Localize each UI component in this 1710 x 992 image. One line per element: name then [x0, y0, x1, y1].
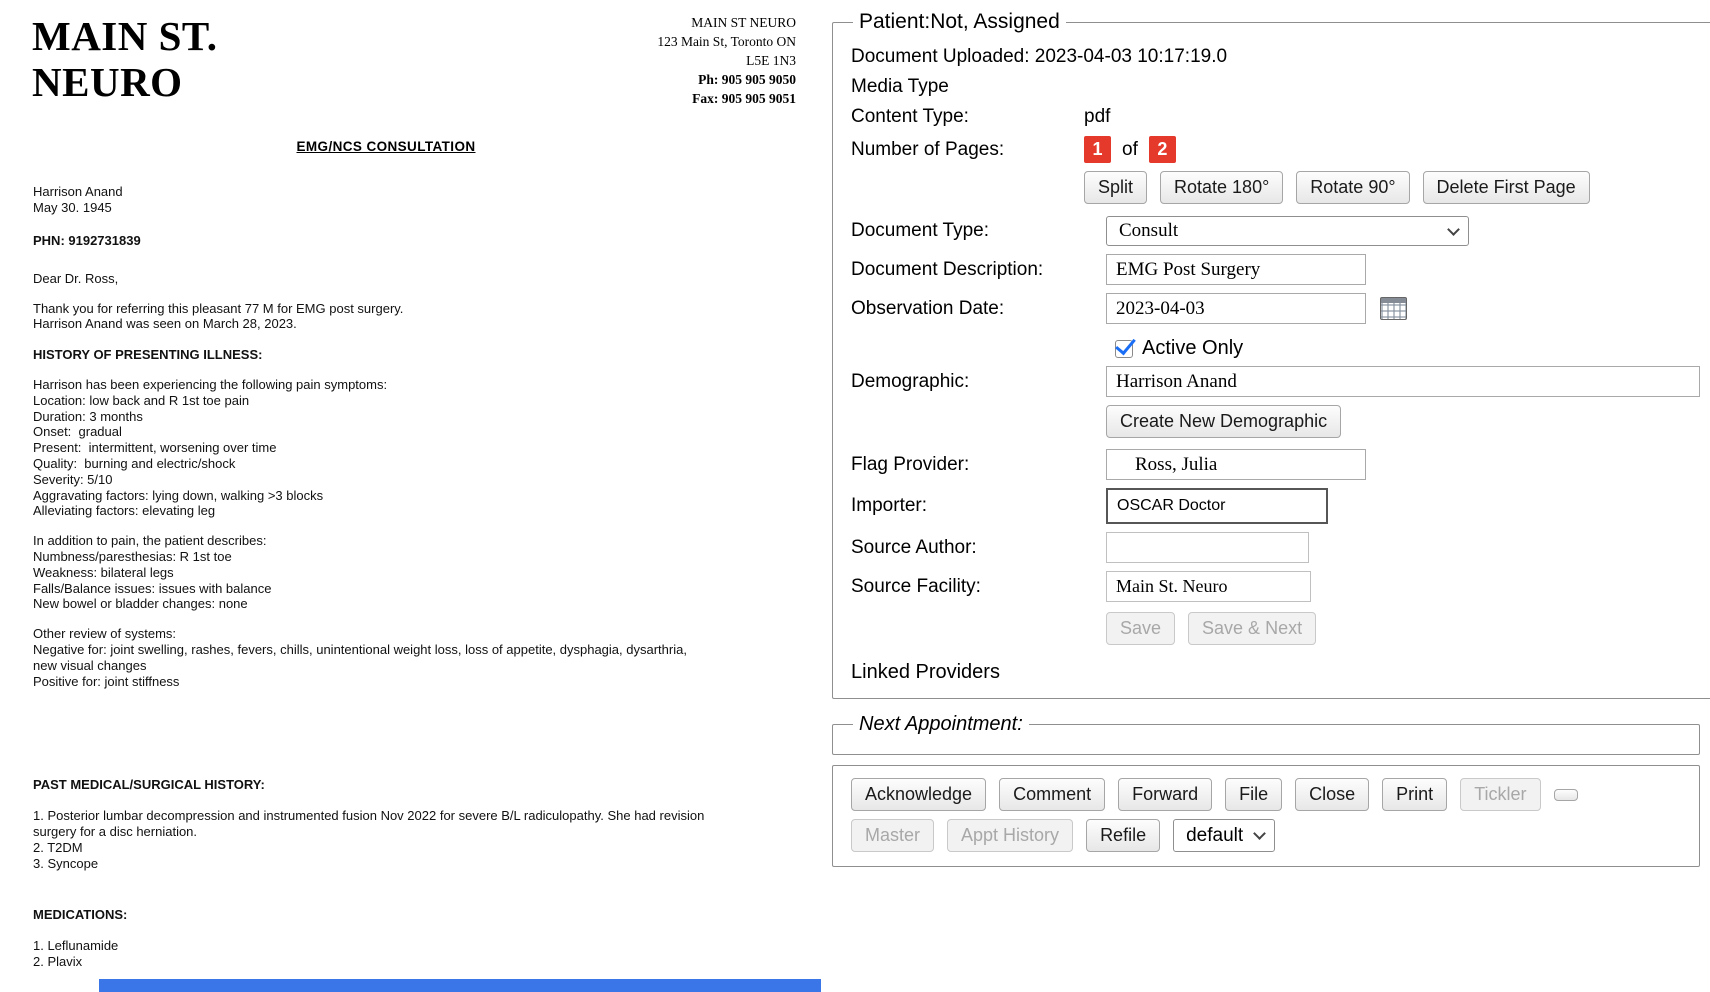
doc-line: Harrison Anand was seen on March 28, 2023. — [33, 316, 297, 332]
delete-first-page-button[interactable]: Delete First Page — [1423, 171, 1590, 204]
clinic-address — [657, 14, 796, 71]
doc-line: 2. T2DM — [33, 839, 83, 855]
clinic-logo-line: MAIN ST. — [32, 13, 218, 59]
observation-date-row — [851, 293, 1700, 324]
source-facility-input[interactable] — [1106, 571, 1311, 602]
active-only-row — [1115, 337, 1700, 360]
master-button[interactable]: Master — [851, 819, 934, 852]
close-button[interactable]: Close — [1295, 778, 1369, 811]
clinic-logo — [32, 14, 217, 106]
linked-providers-label: Linked Providers — [851, 661, 1000, 683]
doc-line: Alleviating factors: elevating leg — [33, 503, 216, 519]
doc-line: Duration: 3 months — [33, 408, 143, 424]
document-title-row — [0, 138, 772, 156]
page-2-badge[interactable]: 2 — [1149, 136, 1176, 163]
document-body — [0, 156, 826, 969]
letterhead — [0, 0, 826, 108]
doc-line: In addition to pain, the patient describes: — [33, 533, 267, 549]
active-only-checkbox[interactable] — [1115, 340, 1133, 358]
source-author-label: Source Author: — [851, 536, 977, 558]
source-author-row — [851, 532, 1700, 563]
page-1-badge[interactable]: 1 — [1084, 136, 1111, 163]
chevron-down-icon — [1447, 223, 1460, 236]
patient-legend: Patient:Not, Assigned — [859, 10, 1060, 33]
doc-line: Positive for: joint stiffness — [33, 673, 180, 689]
demographic-label: Demographic: — [851, 370, 970, 392]
actions-row-1 — [851, 778, 1685, 811]
clinic-phone: Ph: 905 905 9050 — [698, 71, 796, 87]
rotate-90-button[interactable]: Rotate 90° — [1296, 171, 1409, 204]
doc-line: Harrison has been experiencing the following pain symptoms: — [33, 377, 388, 393]
refile-default-value: default — [1186, 824, 1244, 846]
source-facility-label: Source Facility: — [851, 575, 981, 597]
clinic-fax: Fax: 905 905 9051 — [692, 90, 796, 106]
appt-history-button[interactable]: Appt History — [947, 819, 1073, 852]
doc-line: Falls/Balance issues: issues with balance — [33, 580, 272, 596]
media-type-row — [851, 76, 1700, 98]
doc-line: Negative for: joint swelling, rashes, fevers, chills, unintentional weight loss, loss of appetite, dysphagia, dysarthria, new visual changes — [33, 641, 691, 673]
source-author-input[interactable] — [1106, 532, 1309, 563]
clinic-address-line: MAIN ST NEURO — [691, 15, 796, 30]
rotate-180-button[interactable]: Rotate 180° — [1160, 171, 1283, 204]
pmh-heading: PAST MEDICAL/SURGICAL HISTORY: — [33, 777, 265, 793]
doc-line: Present: intermittent, worsening over time — [33, 440, 277, 456]
patient-block — [33, 184, 711, 216]
document-description-label: Document Description: — [851, 258, 1044, 280]
document-title: EMG/NCS CONSULTATION — [296, 139, 476, 155]
document-type-label: Document Type: — [851, 220, 990, 241]
content-type-label: Content Type: — [851, 106, 969, 127]
observation-date-label: Observation Date: — [851, 297, 1005, 319]
clipped-button[interactable] — [1554, 789, 1578, 801]
next-appointment-legend: Next Appointment: — [859, 713, 1023, 735]
flag-provider-input[interactable] — [1106, 449, 1366, 480]
observation-date-input[interactable] — [1106, 293, 1366, 324]
tickler-button[interactable]: Tickler — [1460, 778, 1540, 811]
clinic-logo-line: NEURO — [32, 58, 183, 105]
doc-line: Numbness/paresthesias: R 1st toe — [33, 549, 232, 564]
medications-block — [33, 938, 711, 970]
document-panel — [832, 10, 1700, 867]
hpi-heading: HISTORY OF PRESENTING ILLNESS: — [33, 347, 263, 363]
doc-line: Onset: gradual — [33, 424, 122, 440]
review-of-systems-block — [33, 626, 711, 689]
patient-fieldset — [832, 10, 1710, 699]
actions-row-2 — [851, 819, 1685, 852]
create-demographic-row — [1106, 405, 1700, 438]
refile-default-select[interactable] — [1173, 819, 1275, 852]
comment-button[interactable]: Comment — [999, 778, 1105, 811]
save-button[interactable]: Save — [1106, 612, 1175, 645]
doc-line: Location: low back and R 1st toe pain — [33, 392, 250, 408]
source-facility-row — [851, 571, 1700, 602]
doc-line: Quality: burning and electric/shock — [33, 456, 236, 472]
print-button[interactable]: Print — [1382, 778, 1447, 811]
doc-line: Other review of systems: — [33, 626, 177, 642]
doc-line: Severity: 5/10 — [33, 471, 113, 487]
document-type-row — [851, 216, 1700, 246]
page-actions-row — [1084, 171, 1700, 204]
doc-line: New bowel or bladder changes: none — [33, 596, 248, 612]
pages-of-text: of — [1122, 138, 1138, 160]
doc-line: May 30. 1945 — [33, 200, 112, 216]
document-description-input[interactable] — [1106, 254, 1366, 285]
forward-button[interactable]: Forward — [1118, 778, 1212, 811]
importer-row — [851, 488, 1700, 524]
create-new-demographic-button[interactable]: Create New Demographic — [1106, 405, 1341, 438]
document-uploaded-text: Document Uploaded: 2023-04-03 10:17:19.0 — [851, 46, 1228, 67]
flag-provider-label: Flag Provider: — [851, 453, 970, 475]
document-preview-pane — [0, 0, 826, 992]
active-only-label: Active Only — [1142, 337, 1244, 359]
clinic-address-line: L5E 1N3 — [746, 52, 796, 68]
split-button[interactable]: Split — [1084, 171, 1147, 204]
pain-additional-block — [33, 533, 711, 612]
horizontal-scrollbar[interactable] — [99, 979, 821, 992]
calendar-icon[interactable] — [1380, 297, 1407, 320]
document-description-row — [851, 254, 1700, 285]
number-of-pages-row — [851, 136, 1700, 163]
number-of-pages-label: Number of Pages: — [851, 138, 1005, 160]
doc-line: 1. Posterior lumbar decompression and instrumented fusion Nov 2022 for severe B/L radiculopathy. She had revision surgery for a disc herniation. — [33, 808, 708, 839]
intro-block — [33, 301, 711, 333]
medications-heading: MEDICATIONS: — [33, 907, 128, 923]
document-type-select[interactable] — [1106, 216, 1469, 246]
doc-line: Weakness: bilateral legs — [33, 564, 174, 580]
hpi-block — [33, 377, 711, 519]
chevron-down-icon — [1253, 827, 1266, 840]
actions-fieldset — [832, 765, 1700, 867]
content-type-value: pdf — [1084, 106, 1111, 127]
next-appointment-fieldset — [832, 713, 1700, 755]
phn-line: PHN: 9192731839 — [33, 233, 141, 249]
pmh-block — [33, 808, 711, 871]
acknowledge-button[interactable]: Acknowledge — [851, 778, 986, 811]
doc-line: Thank you for referring this pleasant 77 M for EMG post surgery. — [33, 300, 404, 316]
file-button[interactable]: File — [1225, 778, 1282, 811]
clinic-address-line: 123 Main St, Toronto ON — [657, 33, 796, 49]
content-type-row — [851, 106, 1700, 128]
doc-line: 2. Plavix — [33, 953, 83, 969]
salutation-line: Dear Dr. Ross, — [33, 270, 119, 286]
save-and-next-button[interactable]: Save & Next — [1188, 612, 1316, 645]
media-type-label: Media Type — [851, 76, 949, 97]
importer-input[interactable] — [1106, 488, 1328, 524]
doc-line: Harrison Anand — [33, 184, 123, 200]
demographic-input[interactable] — [1106, 366, 1700, 397]
document-type-value: Consult — [1119, 220, 1179, 241]
doc-line: 1. Leflunamide — [33, 938, 119, 954]
importer-label: Importer: — [851, 495, 928, 516]
save-row — [1106, 612, 1700, 645]
clinic-contact-block — [657, 14, 796, 108]
doc-line: Aggravating factors: lying down, walking >3 blocks — [33, 487, 324, 503]
doc-line: 3. Syncope — [33, 855, 99, 871]
document-uploaded-row — [851, 46, 1700, 68]
demographic-row — [851, 366, 1700, 397]
refile-button[interactable]: Refile — [1086, 819, 1160, 852]
flag-provider-row — [851, 449, 1700, 480]
